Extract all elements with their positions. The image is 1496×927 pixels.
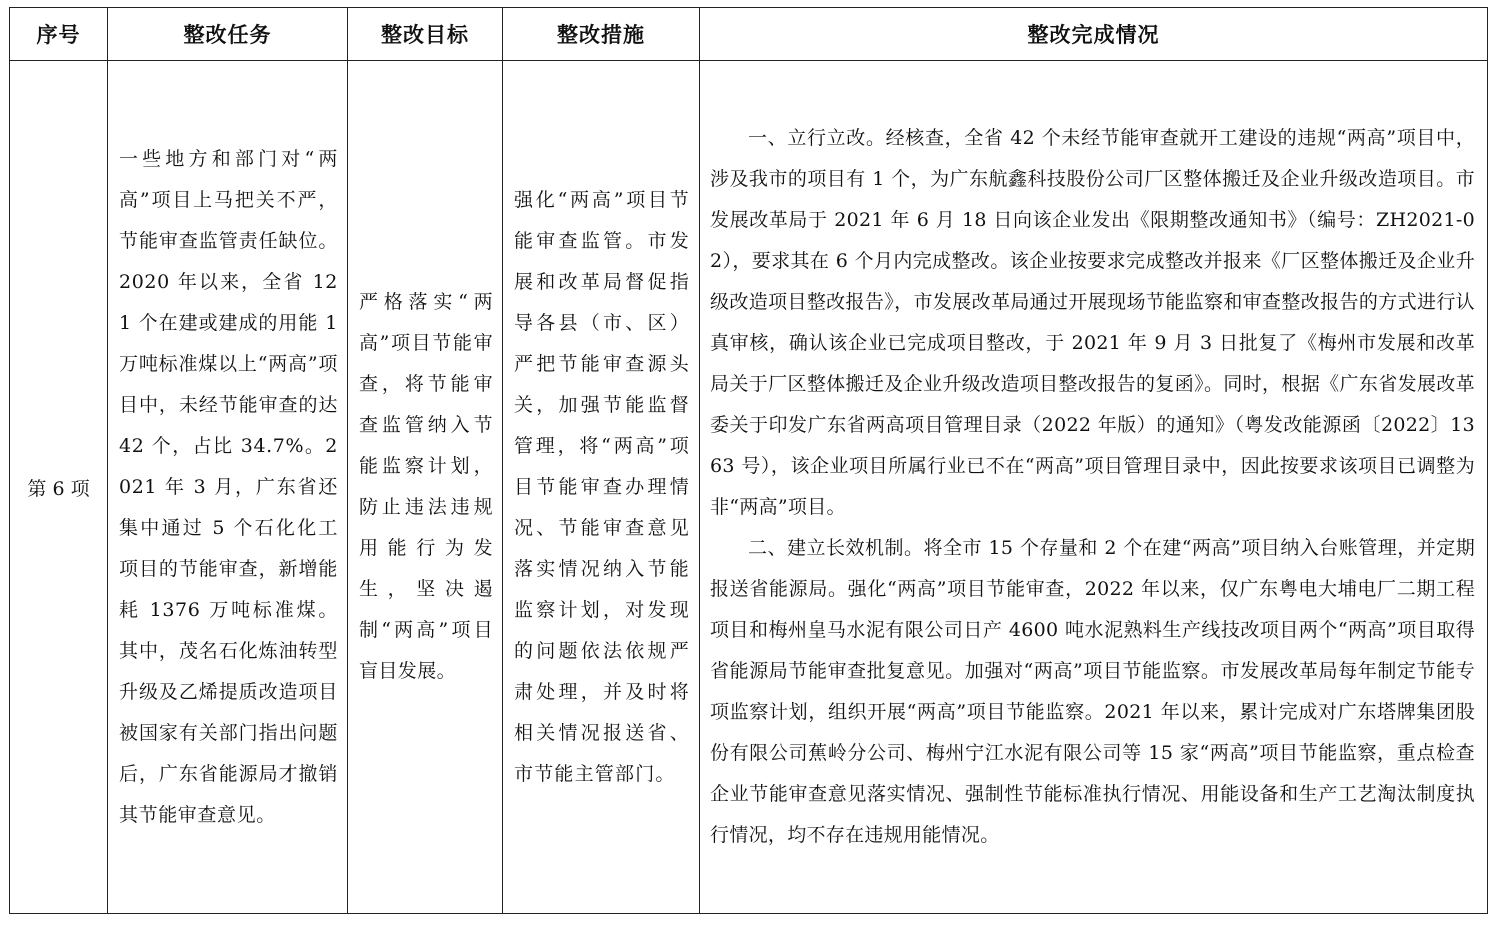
measure-text: 强化“两高”项目节能审查监管。市发展和改革局督促指导各县（市、区）严把节能审查源头关，加强节能监督管理，将“两高”项目节能审查办理情况、节能审查意见落实情况纳入节能监察计划，对发现的问题依法依规严肃处理，并及时将相关情况报送省、市节能主管部门。 xyxy=(514,188,690,785)
header-goal: 整改目标 xyxy=(348,8,503,61)
task-text: 一些地方和部门对“两高”项目上马把关不严，节能审查监管责任缺位。2020 年以来，全省 121 个在建或建成的用能 1 万吨标准煤以上“两高”项目中，未经节能审查的达 42 个，占比 34.7%。2021 年 3 月，广东省还集中通过 5 个石化化工项目的节能审查，新增能耗 1376 万吨标准煤。其中，茂名石化炼油转型升级及乙烯提质改造项目被国家有关部门指出问题后，广东省能源局才撤销其节能审查意见。 xyxy=(119,147,338,826)
status-paragraph-2: 二、建立长效机制。将全市 15 个存量和 2 个在建“两高”项目纳入台账管理，并定期报送省能源局。强化“两高”项目节能审查，2022 年以来，仅广东粤电大埔电厂二期工程项目和梅州皇马水泥有限公司日产 4600 吨水泥熟料生产线技改项目两个“两高”项目取得省能源局节能审查批复意见。加强对“两高”项目节能监察。市发展改革局每年制定节能专项监察计划，组织开展“两高”项目节能监察。2021 年以来，累计完成对广东塔牌集团股份有限公司蕉岭分公司、梅州宁江水泥有限公司等 15 家“两高”项目节能监察，重点检查企业节能审查意见落实情况、强制性节能标准执行情况、用能设备和生产工艺淘汰制度执行情况，均不存在违规用能情况。 xyxy=(710,537,1475,846)
header-status: 整改完成情况 xyxy=(700,8,1488,61)
cell-seq xyxy=(10,61,108,914)
table-row xyxy=(10,61,1488,914)
header-seq: 序号 xyxy=(10,8,108,61)
cell-task xyxy=(108,61,348,914)
header-measure: 整改措施 xyxy=(503,8,700,61)
status-paragraph-1: 一、立行立改。经核查，全省 42 个未经节能审查就开工建设的违规“两高”项目中，涉及我市的项目有 1 个，为广东航鑫科技股份公司厂区整体搬迁及企业升级改造项目。市发展改革局于 2021 年 6 月 18 日向该企业发出《限期整改通知书》（编号：ZH2021-02），要求其在 6 个月内完成整改。该企业按要求完成整改并报来《厂区整体搬迁及企业升级改造项目整改报告》，市发展改革局通过开展现场节能监察和审查整改报告的方式进行认真审核，确认该企业已完成项目整改，于 2021 年 9 月 3 日批复了《梅州市发展和改革局关于厂区整体搬迁及企业升级改造项目整改报告的复函》。同时，根据《广东省发展改革委关于印发广东省两高项目管理目录（2022 年版）的通知》（粤发改能源函〔2022〕1363 号），该企业项目所属行业已不在“两高”项目管理目录中，因此按要求该项目已调整为非“两高”项目。 xyxy=(710,127,1475,518)
seq-text: 第 6 项 xyxy=(27,477,90,500)
cell-goal xyxy=(348,61,503,914)
rectification-table xyxy=(9,7,1488,914)
cell-status xyxy=(700,61,1488,914)
cell-measure xyxy=(503,61,700,914)
goal-text: 严格落实“两高”项目节能审查，将节能审查监管纳入节能监察计划，防止违法违规用能行为发生，坚决遏制“两高”项目盲目发展。 xyxy=(359,291,493,682)
header-row xyxy=(10,8,1488,61)
header-task: 整改任务 xyxy=(108,8,348,61)
status-text xyxy=(700,118,1487,856)
